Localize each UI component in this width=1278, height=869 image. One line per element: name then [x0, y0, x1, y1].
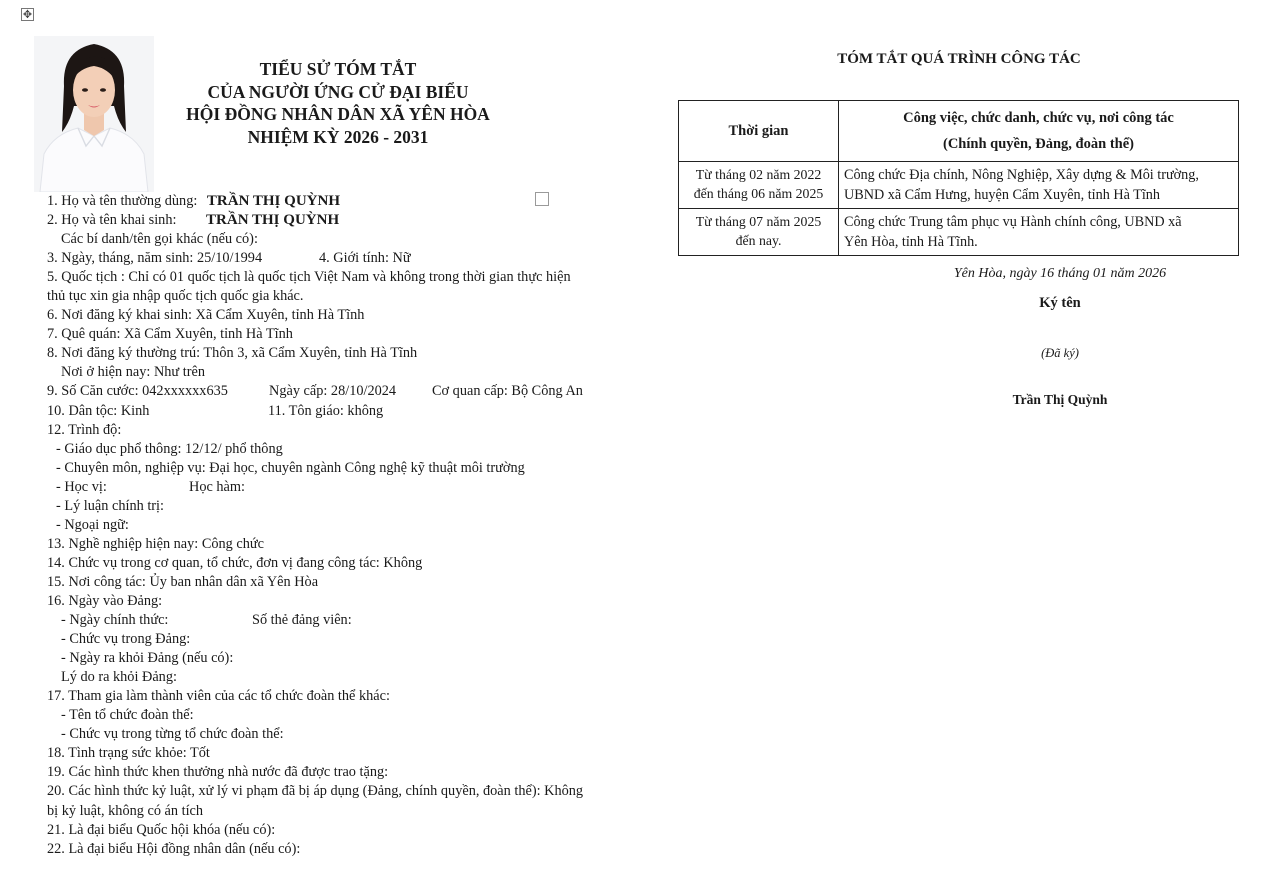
common-name-value: TRẦN THỊ QUỲNH — [206, 193, 340, 209]
table-cell-position — [839, 162, 1239, 209]
position-line: UBND xã Cẩm Hưng, huyện Cẩm Xuyên, tỉnh Hà Tĩnh — [844, 187, 1160, 203]
bio-line: bị kỷ luật, không có án tích — [47, 802, 204, 819]
bio-line — [47, 402, 647, 421]
bio-line — [47, 249, 647, 268]
position-line: Yên Hòa, tỉnh Hà Tĩnh. — [844, 234, 978, 250]
degree-label: - Học vị: — [56, 478, 107, 495]
id-issuer: Cơ quan cấp: Bộ Công An — [432, 383, 583, 400]
official-date-label: - Ngày chính thức: — [61, 612, 169, 629]
bio-line — [47, 611, 647, 630]
bio-details — [47, 192, 647, 859]
table-cell-position — [839, 209, 1239, 256]
id-number: 9. Số Căn cước: 042xxxxxx635 — [47, 383, 228, 400]
candidate-photo — [34, 36, 154, 192]
bio-line: 16. Ngày vào Đảng: — [47, 592, 163, 609]
bio-line: 20. Các hình thức kỷ luật, xử lý vi phạm đã bị áp dụng (Đảng, chính quyền, đoàn thể): Không — [47, 783, 584, 800]
table-row — [679, 209, 1239, 256]
time-line: Từ tháng 02 năm 2022 — [695, 167, 822, 182]
table-move-handle-icon[interactable]: ✥ — [22, 8, 33, 21]
bio-line — [47, 192, 647, 211]
bio-line: - Chuyên môn, nghiệp vụ: Đại học, chuyên ngành Công nghệ kỹ thuật môi trường — [56, 459, 525, 476]
signer-name: Trần Thị Quỳnh — [1012, 392, 1108, 407]
bio-line — [47, 211, 647, 230]
bio-line: 21. Là đại biểu Quốc hội khóa (nếu có): — [47, 821, 276, 838]
time-line: đến tháng 06 năm 2025 — [693, 186, 824, 201]
column-header-time: Thời gian — [679, 101, 839, 162]
document-title — [158, 58, 518, 148]
bio-line: 17. Tham gia làm thành viên của các tổ chức đoàn thể khác: — [47, 688, 390, 705]
bio-line: 6. Nơi đăng ký khai sinh: Xã Cẩm Xuyên, tỉnh Hà Tĩnh — [47, 307, 365, 324]
bio-line: 15. Nơi công tác: Ủy ban nhân dân xã Yên Hòa — [47, 573, 319, 590]
common-name-label: 1. Họ và tên thường dùng: — [47, 193, 198, 209]
bio-line: - Ngoại ngữ: — [56, 516, 129, 533]
work-history-table — [678, 100, 1239, 256]
bio-line: 12. Trình độ: — [47, 421, 122, 438]
bio-line: - Chức vụ trong từng tổ chức đoàn thể: — [61, 726, 284, 743]
title-line-2: CỦA NGƯỜI ỨNG CỬ ĐẠI BIỂU — [207, 81, 469, 102]
religion: 11. Tôn giáo: không — [268, 402, 384, 419]
bio-line: - Ngày ra khỏi Đảng (nếu có): — [61, 650, 234, 667]
bio-line: 13. Nghề nghiệp hiện nay: Công chức — [47, 535, 264, 552]
party-card-label: Số thẻ đảng viên: — [252, 612, 352, 629]
time-line: đến nay. — [735, 233, 782, 248]
bio-line: 5. Quốc tịch : Chỉ có 01 quốc tịch là quốc tịch Việt Nam và không trong thời gian thực hiện — [47, 269, 571, 286]
bio-line: - Lý luận chính trị: — [56, 497, 164, 514]
bio-line: Nơi ở hiện nay: Như trên — [61, 364, 205, 381]
bio-line: 7. Quê quán: Xã Cẩm Xuyên, tỉnh Hà Tĩnh — [47, 326, 293, 343]
ethnicity: 10. Dân tộc: Kinh — [47, 402, 150, 419]
title-line-4: NHIỆM KỲ 2026 - 2031 — [247, 126, 429, 147]
bio-line: Lý do ra khỏi Đảng: — [61, 669, 177, 686]
table-header-row — [679, 101, 1239, 162]
bio-line: - Giáo dục phổ thông: 12/12/ phổ thông — [56, 440, 283, 457]
gender: 4. Giới tính: Nữ — [319, 250, 411, 267]
bio-line: 22. Là đại biểu Hội đồng nhân dân (nếu có): — [47, 840, 301, 857]
work-history-title: TÓM TẮT QUÁ TRÌNH CÔNG TÁC — [837, 51, 1081, 67]
academic-title-label: Học hàm: — [189, 478, 245, 495]
bio-line: 19. Các hình thức khen thưởng nhà nước đã được trao tặng: — [47, 764, 389, 781]
table-cell-time — [679, 162, 839, 209]
position-line: Công chức Địa chính, Nông Nghiệp, Xây dựng & Môi trường, — [844, 167, 1199, 183]
bio-line: thủ tục xin gia nhập quốc tịch quốc gia khác. — [47, 288, 304, 305]
time-line: Từ tháng 07 năm 2025 — [695, 214, 822, 229]
bio-line: 14. Chức vụ trong cơ quan, tổ chức, đơn vị đang công tác: Không — [47, 554, 423, 571]
bio-line — [47, 382, 647, 401]
table-row — [679, 162, 1239, 209]
signature-title: Ký tên — [1039, 295, 1081, 311]
id-issue-date: Ngày cấp: 28/10/2024 — [269, 383, 397, 400]
column-header-position-line1: Công việc, chức danh, chức vụ, nơi công tác — [903, 110, 1174, 126]
bio-line — [47, 478, 647, 497]
birth-name-value: TRẦN THỊ QUỲNH — [206, 212, 340, 229]
birth-name-label: 2. Họ và tên khai sinh: — [47, 212, 177, 229]
bio-line: Các bí danh/tên gọi khác (nếu có): — [61, 231, 258, 248]
column-header-position — [839, 101, 1239, 162]
table-cell-time — [679, 209, 839, 256]
title-line-1: TIỂU SỬ TÓM TẮT — [259, 59, 417, 79]
birth-date: 3. Ngày, tháng, năm sinh: 25/10/1994 — [47, 250, 263, 267]
bio-line: - Chức vụ trong Đảng: — [61, 631, 191, 648]
signed-note: (Đã ký) — [1041, 346, 1079, 360]
column-header-position-line2: (Chính quyền, Đảng, đoàn thể) — [943, 136, 1134, 152]
bio-line: - Tên tổ chức đoàn thể: — [61, 707, 194, 724]
signature-date: Yên Hòa, ngày 16 tháng 01 năm 2026 — [953, 266, 1167, 281]
bio-line: 8. Nơi đăng ký thường trú: Thôn 3, xã Cẩm Xuyên, tỉnh Hà Tĩnh — [47, 345, 418, 362]
bio-line: 18. Tình trạng sức khỏe: Tốt — [47, 745, 210, 762]
title-line-3: HỘI ĐỒNG NHÂN DÂN XÃ YÊN HÒA — [186, 104, 490, 124]
position-line: Công chức Trung tâm phục vụ Hành chính công, UBND xã — [844, 214, 1182, 230]
